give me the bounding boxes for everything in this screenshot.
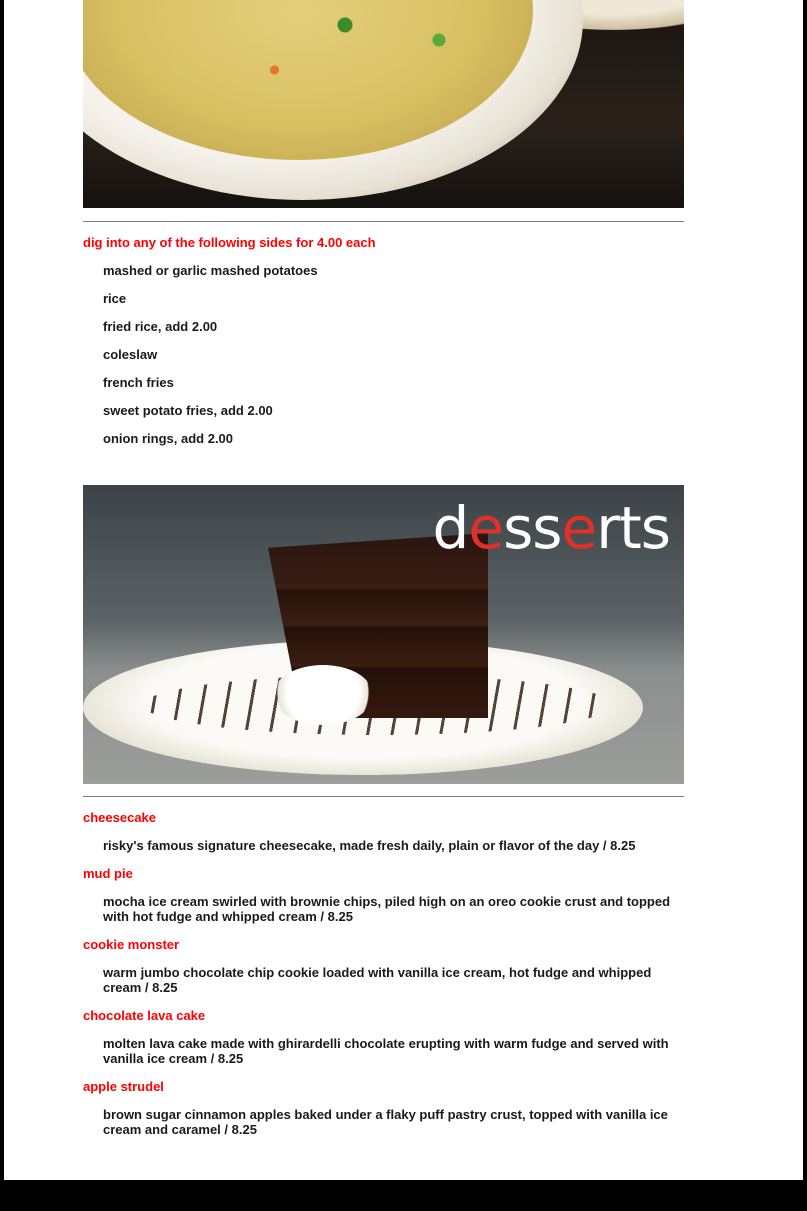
- side-item: rice: [103, 291, 127, 306]
- dessert-name: chocolate lava cake: [83, 1008, 206, 1023]
- sides-photo: [83, 0, 684, 208]
- side-item: french fries: [103, 375, 174, 390]
- dessert-name: apple strudel: [83, 1079, 164, 1094]
- desserts-banner-photo: [83, 485, 684, 784]
- dessert-description: warm jumbo chocolate chip cookie loaded with vanilla ice cream, hot fudge and whipped cream / 8.25: [103, 965, 652, 995]
- side-item: sweet potato fries, add 2.00: [103, 403, 273, 418]
- page-footer-band: [0, 1180, 807, 1211]
- side-item: fried rice, add 2.00: [103, 319, 218, 334]
- divider-desserts: [83, 796, 684, 797]
- divider-sides: [83, 221, 684, 222]
- sides-heading: dig into any of the following sides for 4.00 each: [83, 235, 376, 250]
- dessert-description: mocha ice cream swirled with brownie chips, piled high on an oreo cookie crust and topped with hot fudge and whipped cream / 8.25: [103, 894, 671, 924]
- dessert-name: mud pie: [83, 866, 133, 881]
- sides-section: [83, 235, 684, 455]
- dessert-description: brown sugar cinnamon apples baked under a flaky puff pastry crust, topped with vanilla ice cream and caramel / 8.25: [103, 1107, 668, 1137]
- dessert-description: molten lava cake made with ghirardelli chocolate erupting with warm fudge and served with vanilla ice cream / 8.25: [103, 1036, 669, 1066]
- dessert-description: risky's famous signature cheesecake, made fresh daily, plain or flavor of the day / 8.25: [103, 838, 636, 853]
- whipped-cream: [273, 665, 373, 725]
- desserts-section: [83, 810, 684, 1140]
- side-item: mashed or garlic mashed potatoes: [103, 263, 318, 278]
- side-item: coleslaw: [103, 347, 158, 362]
- side-item: onion rings, add 2.00: [103, 431, 234, 446]
- dessert-name: cheesecake: [83, 810, 157, 825]
- dessert-name: cookie monster: [83, 937, 180, 952]
- desserts-logo: desserts: [432, 494, 670, 562]
- menu-page: [4, 0, 803, 1180]
